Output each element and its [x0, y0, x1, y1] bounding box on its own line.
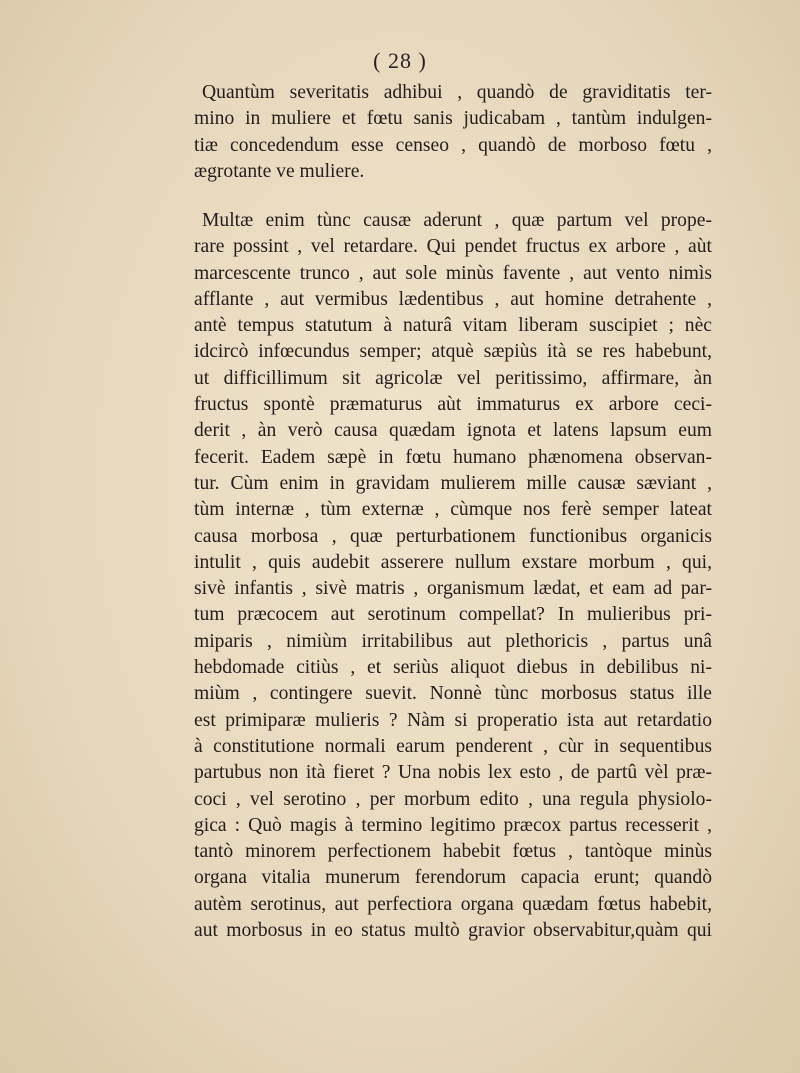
text-line: tur. Cùm enim in gravidam mulierem mille causæ sæviant ,	[194, 472, 712, 494]
text-line: coci , vel serotino , per morbum edito , una regula physiolo-	[194, 788, 712, 810]
text-line: miùm , contingere suevit. Nonnè tùnc morbosus status ille	[194, 683, 712, 705]
text-line: ægrotante ve muliere.	[194, 160, 365, 182]
text-line: tum præcocem aut serotinum compellat? In mulieribus pri-	[194, 604, 712, 626]
text-line: causa morbosa , quæ perturbationem functionibus organicis	[194, 525, 712, 547]
text-line: à constitutione normali earum penderent , cùr in sequentibus	[194, 735, 712, 757]
text-line: fructus spontè præmaturus aùt immaturus ex arbore ceci-	[194, 394, 712, 416]
text-line: tùm internæ , tùm externæ , cùmque nos ferè semper lateat	[194, 499, 712, 521]
text-line: hebdomade citiùs , et seriùs aliquot diebus in debilibus ni-	[194, 657, 712, 679]
text-line: Quantùm severitatis adhibui , quandò de graviditatis ter-	[202, 82, 712, 103]
text-line: tiæ concedendum esse censeo , quandò de morboso fœtu ,	[194, 134, 712, 156]
text-line: derit , àn verò causa quædam ignota et latens lapsum eum	[194, 420, 712, 442]
page-number: ( 28 )	[373, 48, 427, 73]
text-line: partubus non ità fieret ? Una nobis lex esto , de partû vèl præ-	[194, 762, 712, 784]
text-line: miparis , nimiùm irritabilibus aut plethoricis , partus unâ	[194, 630, 712, 652]
text-line: Multæ enim tùnc causæ aderunt , quæ partum vel prope-	[202, 210, 712, 231]
text-line: autèm serotinus, aut perfectiora organa quædam fœtus habebit,	[194, 893, 712, 915]
text-line: fecerit. Eadem sæpè in fœtu humano phænomena observan-	[194, 446, 712, 468]
text-line: marcescente trunco , aut sole minùs favente , aut vento nimìs	[194, 262, 712, 284]
text-line: sivè infantis , sivè matris , organismum lædat, et eam ad par-	[194, 578, 712, 600]
paragraph-1	[194, 80, 712, 185]
text-line: antè tempus statutum à naturâ vitam liberam suscipiet ; nèc	[194, 315, 712, 337]
text-line: afflante , aut vermibus lædentibus , aut homine detrahente ,	[194, 288, 712, 310]
text-line: ut difficillimum sit agricolæ vel peritissimo, affirmare, àn	[194, 367, 712, 389]
text-line: organa vitalia munerum ferendorum capacia erunt; quandò	[194, 867, 712, 889]
text-line: tantò minorem perfectionem habebit fœtus , tantòque minùs	[194, 841, 712, 863]
text-line: est primiparæ mulieris ? Nàm si properatio ista aut retardatio	[194, 709, 712, 731]
text-line: rare possint , vel retardare. Qui pendet fructus ex arbore , aùt	[194, 236, 712, 258]
text-line: mino in muliere et fœtu sanis judicabam , tantùm indulgen-	[194, 108, 712, 130]
text-line: idcircò infœcundus semper; atquè sæpiùs ità se res habebunt,	[194, 341, 712, 363]
text-line: gica : Quò magis à termino legitimo præcox partus recesserit ,	[194, 814, 712, 836]
text-line: aut morbosus in eo status multò gravior observabitur,quàm qui	[194, 920, 712, 942]
paragraph-2	[194, 208, 712, 944]
text-line: intulit , quis audebit asserere nullum exstare morbum , qui,	[194, 551, 712, 573]
